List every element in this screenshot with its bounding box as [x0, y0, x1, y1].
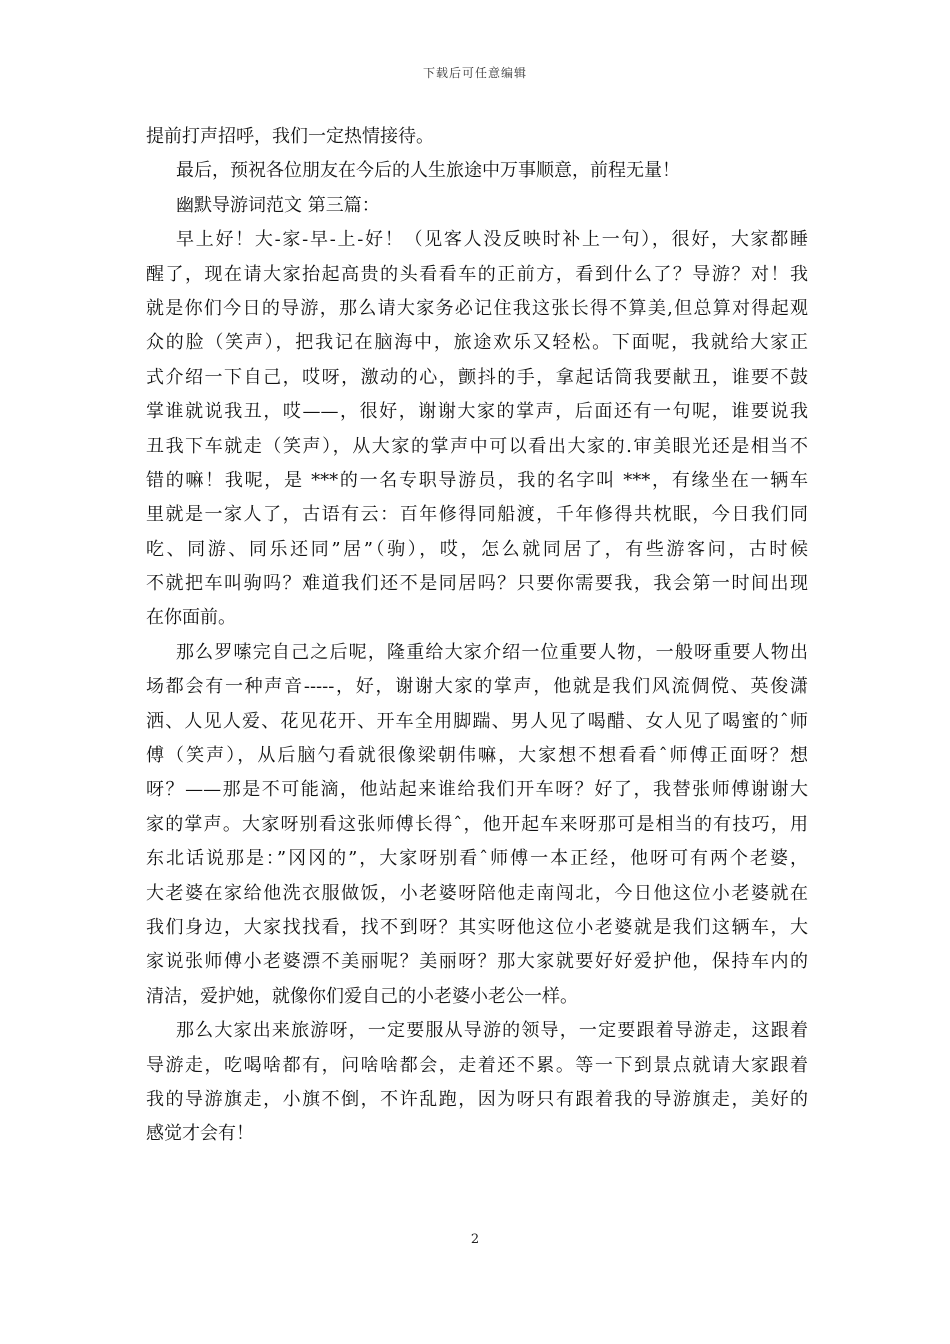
text-line: 式介绍一下自己，哎呀，激动的心，颤抖的手，拿起话筒我要献丑，谁要不鼓: [146, 366, 808, 388]
text-line: 不就把车叫驹吗？难道我们还不是同居吗？只要你需要我，我会第一时间出现: [146, 573, 808, 595]
text-line: 大老婆在家给他洗衣服做饭，小老婆呀陪他走南闯北，今日他这位小老婆就在: [146, 882, 808, 904]
text-line: 那么大家出来旅游呀，一定要服从导游的领导，一定要跟着导游走，这跟着: [176, 1020, 808, 1042]
text-line: 呀？——那是不可能滴，他站起来谁给我们开车呀？好了，我替张师傅谢谢大: [146, 779, 808, 801]
text-line: 里就是一家人了，古语有云：百年修得同船渡，千年修得共枕眠，今日我们同: [146, 504, 808, 526]
text-line: 导游走，吃喝啥都有，问啥啥都会，走着还不累。等一下到景点就请大家跟着: [146, 1054, 808, 1076]
text-line: 最后，预祝各位朋友在今后的人生旅途中万事顺意，前程无量！: [176, 160, 680, 182]
text-line: 错的嘛！我呢，是 ***的一名专职导游员，我的名字叫 ***，有缘坐在一辆车: [146, 469, 808, 491]
text-line: 就是你们今日的导游，那么请大家务必记住我这张长得不算美,但总算对得起观: [146, 297, 808, 319]
text-line: 家说张师傅小老婆漂不美丽呢？美丽呀？那大家就要好好爱护他，保持车内的: [146, 951, 808, 973]
text-line: 早上好！大-家-早-上-好！（见客人没反映时补上一句），很好，大家都睡: [176, 229, 808, 251]
text-line: 我们身边，大家找找看，找不到呀？其实呀他这位小老婆就是我们这辆车，大: [146, 916, 808, 938]
text-line: 在你面前。: [146, 607, 236, 629]
page-header: 下载后可任意编辑: [422, 66, 527, 80]
text-line: 幽默导游词范文 第三篇：: [176, 194, 380, 216]
page-number: 2: [470, 1232, 480, 1247]
text-line: 场都会有一种声音-----，好，谢谢大家的掌声，他就是我们风流倜傥、英俊潇: [146, 676, 808, 698]
text-line: 清洁，爱护她，就像你们爱自己的小老婆小老公一样。: [146, 985, 578, 1007]
text-line: 那么罗嗦完自己之后呢，隆重给大家介绍一位重要人物，一般呀重要人物出: [176, 641, 808, 663]
text-line: 丑我下车就走（笑声），从大家的掌声中可以看出大家的.审美眼光还是相当不: [146, 435, 808, 457]
text-line: 东北话说那是：”冈冈的”，大家呀别看ˆ师傅一本正经，他呀可有两个老婆，: [146, 848, 808, 870]
text-line: 家的掌声。大家呀别看这张师傅长得ˆ，他开起车来呀那可是相当的有技巧，用: [146, 813, 808, 835]
text-line: 掌谁就说我丑，哎——，很好，谢谢大家的掌声，后面还有一句呢，谁要说我: [146, 401, 808, 423]
text-line: 吃、同游、同乐还同”居”（驹），哎，怎么就同居了，有些游客问，古时候: [146, 538, 808, 560]
text-line: 洒、人见人爱、花见花开、开车全用脚踹、男人见了喝醋、女人见了喝蜜的ˆ师: [146, 710, 808, 732]
text-line: 醒了，现在请大家抬起高贵的头看看车的正前方，看到什么了？导游？对！我: [146, 263, 808, 285]
text-line: 感觉才会有！: [146, 1123, 254, 1145]
text-line: 傅（笑声），从后脑勺看就很像梁朝伟嘛，大家想不想看看ˆ师傅正面呀？想: [146, 745, 808, 767]
document-body: [146, 120, 808, 1152]
text-line: 我的导游旗走，小旗不倒，不许乱跑，因为呀只有跟着我的导游旗走，美好的: [146, 1088, 808, 1110]
text-line: 提前打声招呼，我们一定热情接待。: [146, 126, 434, 147]
text-line: 众的脸（笑声），把我记在脑海中，旅途欢乐又轻松。下面呢，我就给大家正: [146, 332, 808, 354]
